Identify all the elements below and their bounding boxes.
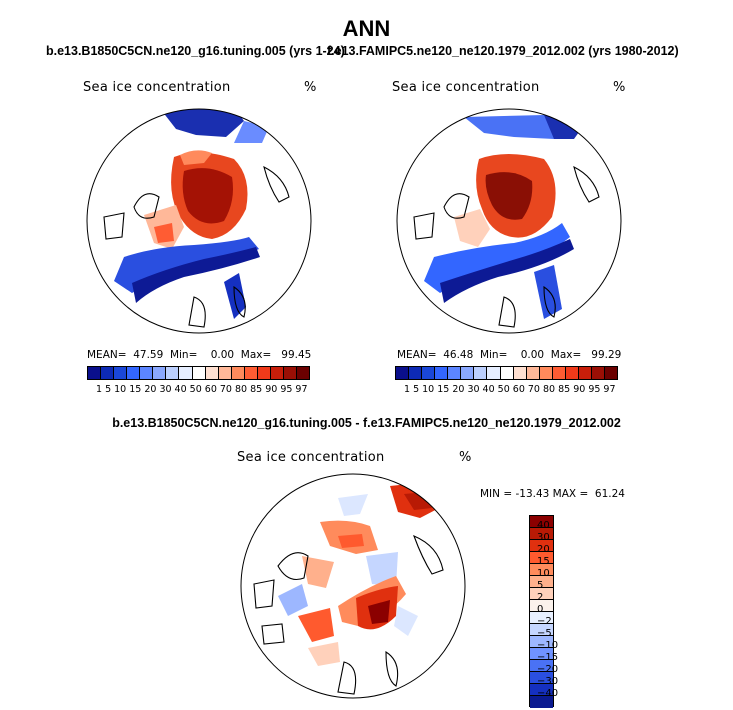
colorbar-swatch [297, 367, 309, 379]
diff-polar-map [238, 466, 470, 706]
diff-colorbar-label: 2 [537, 592, 544, 603]
diff-colorbar-label: −15 [537, 652, 559, 663]
colorbar-swatch [140, 367, 153, 379]
diff-colorbar-label: 5 [537, 580, 544, 591]
left-variable-label: Sea ice concentration [83, 80, 231, 95]
left-case-title: b.e13.B1850C5CN.ne120_g16.tuning.005 (yrs 1-24) [46, 44, 345, 58]
colorbar-swatch [527, 367, 540, 379]
diff-colorbar-label: −20 [537, 664, 559, 675]
colorbar-swatch [166, 367, 179, 379]
diff-colorbar-label: 0 [537, 604, 544, 615]
colorbar-swatch [579, 367, 592, 379]
diff-colorbar-label: −2 [537, 616, 552, 627]
colorbar-swatch [553, 367, 566, 379]
colorbar-swatch [448, 367, 461, 379]
diff-colorbar-label: −5 [537, 628, 552, 639]
right-case-title: f.e13.FAMIPC5.ne120_ne120.1979_2012.002 (yrs 1980-2012) [327, 44, 679, 58]
colorbar-swatch [284, 367, 297, 379]
colorbar-swatch [245, 367, 258, 379]
colorbar-swatch [179, 367, 192, 379]
colorbar-swatch [193, 367, 206, 379]
colorbar-swatch [409, 367, 422, 379]
colorbar-swatch [101, 367, 114, 379]
colorbar-swatch [514, 367, 527, 379]
left-units-label: % [304, 80, 317, 95]
colorbar-swatch [435, 367, 448, 379]
right-stats: MEAN= 46.48 Min= 0.00 Max= 99.29 [397, 349, 622, 361]
colorbar-swatch [501, 367, 514, 379]
right-polar-map [394, 97, 624, 342]
colorbar-swatch [422, 367, 435, 379]
diff-units-label: % [459, 450, 472, 465]
figure-title: ANN [342, 16, 391, 41]
colorbar-swatch [566, 367, 579, 379]
colorbar-swatch [206, 367, 219, 379]
diff-colorbar-label: 30 [537, 532, 550, 543]
diff-case-title: b.e13.B1850C5CN.ne120_g16.tuning.005 - f.e13.FAMIPC5.ne120_ne120.1979_2012.002 [112, 416, 621, 430]
colorbar-swatch [271, 367, 284, 379]
colorbar-swatch [605, 367, 617, 379]
colorbar-swatch [114, 367, 127, 379]
colorbar-swatch [487, 367, 500, 379]
colorbar-swatch [88, 367, 101, 379]
colorbar-swatch [474, 367, 487, 379]
right-colorbar [395, 366, 618, 380]
colorbar-swatch [461, 367, 474, 379]
colorbar-swatch [258, 367, 271, 379]
diff-stats: MIN = -13.43 MAX = 61.24 [480, 488, 625, 500]
colorbar-swatch [219, 367, 232, 379]
colorbar-swatch [540, 367, 553, 379]
diff-colorbar-label: 40 [537, 520, 550, 531]
diff-variable-label: Sea ice concentration [237, 450, 385, 465]
colorbar-swatch [153, 367, 166, 379]
right-colorbar-ticks: 1 5 10 15 20 30 40 50 60 70 80 85 90 95 97 [404, 384, 616, 395]
left-stats: MEAN= 47.59 Min= 0.00 Max= 99.45 [87, 349, 312, 361]
diff-colorbar-label: 20 [537, 544, 550, 555]
colorbar-swatch [232, 367, 245, 379]
diff-colorbar-label: 10 [537, 568, 550, 579]
diff-colorbar-label: −30 [537, 676, 559, 687]
left-polar-map [84, 97, 314, 342]
left-colorbar [87, 366, 310, 380]
colorbar-swatch [396, 367, 409, 379]
colorbar-swatch [592, 367, 605, 379]
right-units-label: % [613, 80, 626, 95]
diff-colorbar-label: 15 [537, 556, 550, 567]
left-colorbar-ticks: 1 5 10 15 20 30 40 50 60 70 80 85 90 95 97 [96, 384, 308, 395]
colorbar-swatch [127, 367, 140, 379]
diff-colorbar-label: −10 [537, 640, 559, 651]
right-variable-label: Sea ice concentration [392, 80, 540, 95]
diff-colorbar-label: −40 [537, 688, 559, 699]
